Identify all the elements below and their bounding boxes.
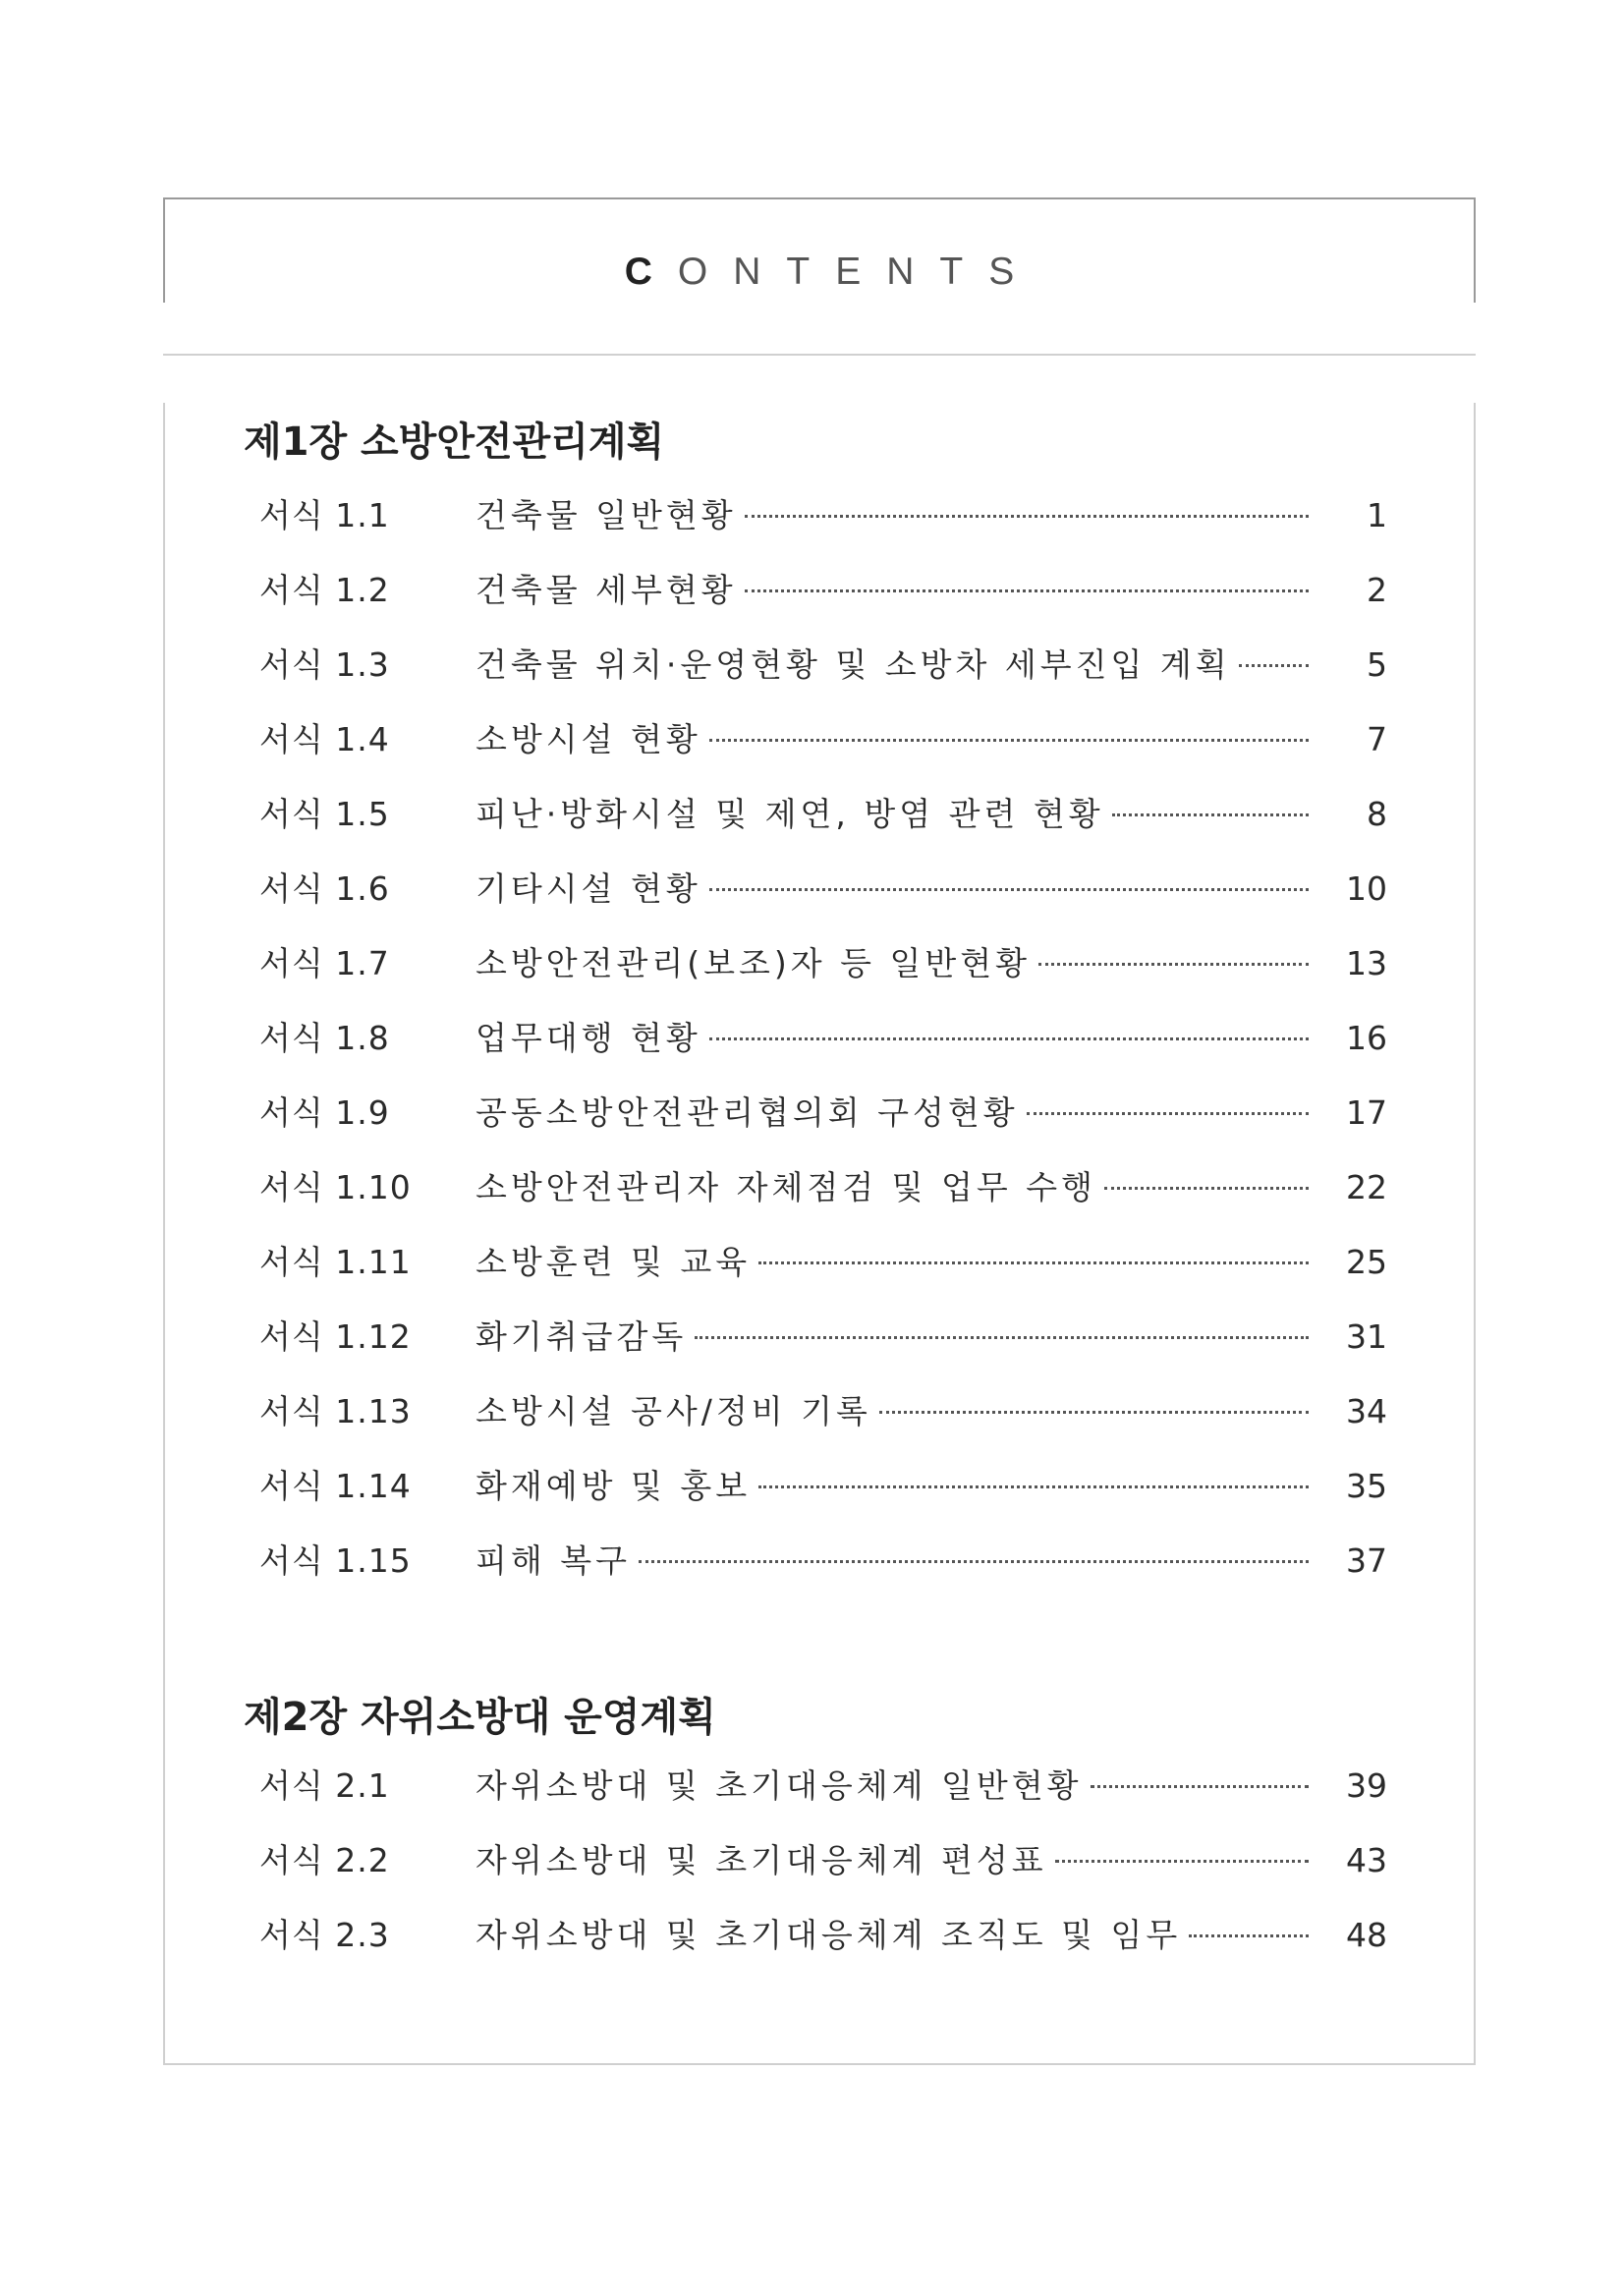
form-code: 서식 1.5 [259,795,390,833]
toc-entry[interactable] [259,569,1387,612]
page-number: 7 [1367,720,1387,758]
form-code: 서식 2.1 [259,1766,390,1805]
form-code: 서식 2.3 [259,1916,390,1954]
dot-leader [1104,1184,1309,1190]
entry-title: 소방안전관리(보조)자 등 일반현황 [476,944,1032,982]
entry-title: 화재예방 및 홍보 [476,1467,752,1505]
contents-header-box [163,197,1476,303]
toc-box [163,403,1476,2065]
page-number: 1 [1367,496,1387,534]
toc-entry[interactable] [259,793,1387,836]
page-number: 2 [1367,571,1387,609]
form-code: 서식 1.10 [259,1168,412,1206]
page-number: 39 [1346,1766,1387,1805]
page-number: 48 [1346,1916,1387,1954]
form-code: 서식 1.13 [259,1392,412,1430]
form-code: 서식 1.7 [259,944,390,982]
form-code: 서식 1.1 [259,496,390,534]
form-code: 서식 1.4 [259,720,390,758]
page-number: 5 [1367,645,1387,684]
contents-heading-rest: ONTENTS [677,251,1040,293]
form-code: 서식 1.9 [259,1093,390,1132]
form-code: 서식 1.6 [259,869,390,908]
entry-title: 건축물 세부현황 [476,571,737,609]
page-number: 37 [1346,1541,1387,1580]
toc-entry[interactable] [259,1092,1387,1135]
entry-title: 소방시설 공사/정비 기록 [476,1392,871,1430]
entry-title: 자위소방대 및 초기대응체계 조직도 및 임무 [476,1916,1182,1954]
form-code: 서식 2.2 [259,1841,390,1879]
entry-title: 자위소방대 및 초기대응체계 편성표 [476,1841,1047,1879]
page-number: 10 [1346,869,1387,908]
entry-title: 건축물 위치·운영현황 및 소방차 세부진입 계획 [476,645,1231,684]
toc-entry[interactable] [259,1316,1387,1359]
chapter-1-title: 제1장 소방안전관리계획 [244,420,665,465]
entry-title: 소방시설 현황 [476,720,701,758]
toc-entry[interactable] [259,644,1387,687]
toc-entry[interactable] [259,1540,1387,1583]
toc-entry[interactable] [259,942,1387,985]
toc-entry[interactable] [259,868,1387,911]
page-number: 34 [1346,1392,1387,1430]
page-number: 22 [1346,1168,1387,1206]
page-number: 31 [1346,1317,1387,1356]
dot-leader [709,1035,1309,1040]
form-code: 서식 1.15 [259,1541,412,1580]
page-number: 8 [1367,795,1387,833]
entry-title: 피난·방화시설 및 제연, 방염 관련 현황 [476,795,1104,833]
entry-title: 자위소방대 및 초기대응체계 일반현황 [476,1766,1083,1805]
page-number: 25 [1346,1243,1387,1281]
contents-heading-initial: C [624,251,678,293]
dot-leader [1112,811,1309,816]
form-code: 서식 1.12 [259,1317,412,1356]
entry-title: 소방훈련 및 교육 [476,1243,752,1281]
entry-title: 업무대행 현황 [476,1019,701,1057]
page-number: 16 [1346,1019,1387,1057]
page-number: 35 [1346,1467,1387,1505]
toc-entry[interactable] [259,1764,1387,1808]
page-number: 13 [1346,944,1387,982]
dot-leader [639,1557,1309,1563]
toc-entry[interactable] [259,718,1387,761]
dot-leader [1038,960,1309,966]
toc-entry[interactable] [259,1017,1387,1060]
form-code: 서식 1.8 [259,1019,390,1057]
dot-leader [1027,1109,1309,1115]
entry-title: 피해 복구 [476,1541,632,1580]
toc-entry[interactable] [259,1166,1387,1209]
toc-entry[interactable] [259,1839,1387,1882]
entry-title: 화기취급감독 [476,1317,688,1356]
dot-leader [879,1408,1309,1414]
form-code: 서식 1.11 [259,1243,412,1281]
contents-heading [165,252,1474,291]
entry-title: 공동소방안전관리협의회 구성현황 [476,1093,1019,1132]
dot-leader [758,1259,1309,1264]
entry-title: 건축물 일반현황 [476,496,737,534]
chapter-2-title: 제2장 자위소방대 운영계획 [244,1695,716,1740]
dot-leader [745,512,1309,518]
dot-leader [1189,1932,1309,1937]
header-divider [163,354,1476,356]
form-code: 서식 1.3 [259,645,390,684]
dot-leader [709,736,1309,742]
page-number: 43 [1346,1841,1387,1879]
dot-leader [1055,1857,1309,1863]
dot-leader [709,885,1309,891]
entry-title: 소방안전관리자 자체점검 및 업무 수행 [476,1168,1097,1206]
dot-leader [758,1483,1309,1488]
page-number: 17 [1346,1093,1387,1132]
toc-entry[interactable] [259,1390,1387,1433]
form-code: 서식 1.14 [259,1467,412,1505]
dot-leader [745,587,1309,592]
entry-title: 기타시설 현황 [476,869,701,908]
toc-entry[interactable] [259,494,1387,537]
dot-leader [695,1333,1309,1339]
toc-entry[interactable] [259,1241,1387,1284]
form-code: 서식 1.2 [259,571,390,609]
toc-entry[interactable] [259,1465,1387,1508]
toc-entry[interactable] [259,1914,1387,1957]
dot-leader [1239,661,1309,667]
dot-leader [1091,1782,1309,1788]
